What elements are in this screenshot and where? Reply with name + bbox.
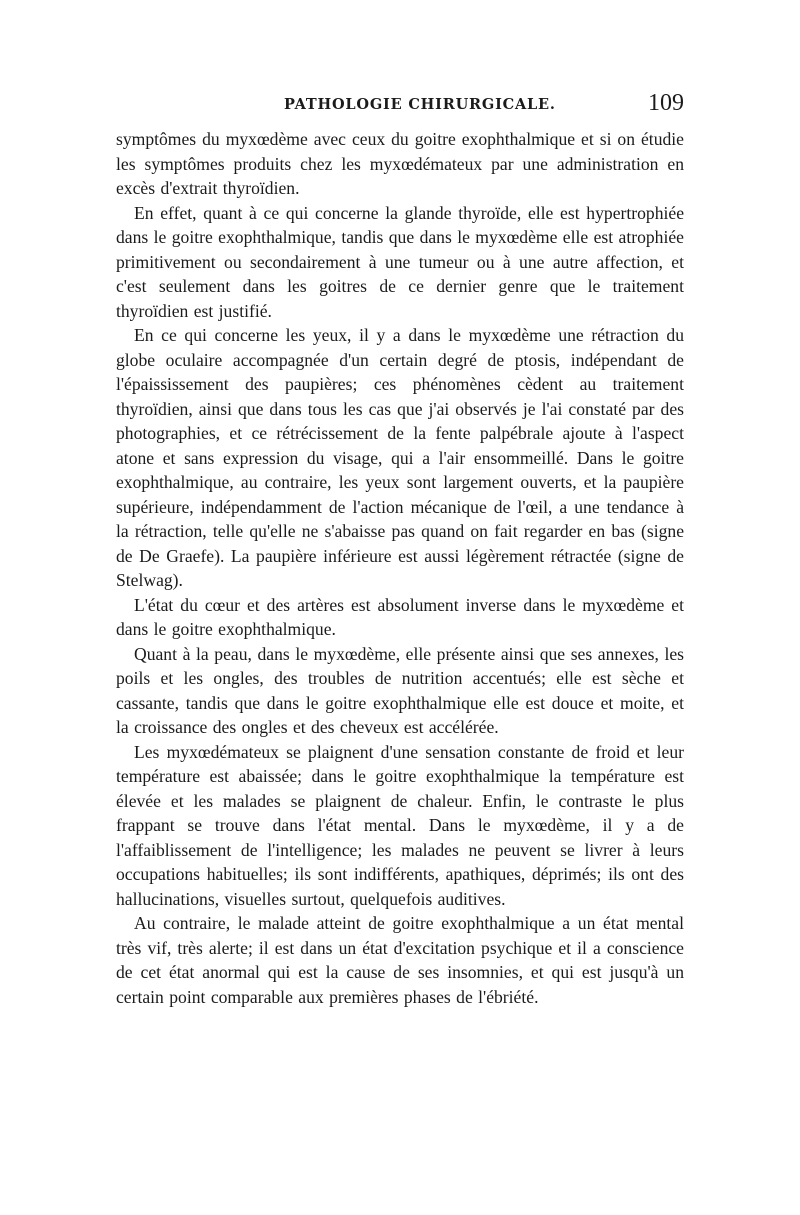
paragraph: En ce qui concerne les yeux, il y a dans le myxœdème une rétraction du globe oculaire accompagnée d'un certain degré de ptosis, indépendant de l'épaississement des paupières; ces phénomènes cèdent au traitement thyroïdien, ainsi que dans tous les cas que j'ai observés je l'ai constaté par des photographies, et ce rétrécissement de la fente palpébrale ajoute à l'aspect atone et sans expression du visage, qui a l'air ensommeillé. Dans le goitre exophthalmique, au contraire, les yeux sont largement ouverts, et la paupière supérieure, indépendamment de l'action mécanique de l'œil, a une tendance à la rétraction, telle qu'elle ne s'abaisse pas quand on fait regarder en bas (signe de De Graefe). La paupière inférieure est aussi légèrement rétractée (signe de Stelwag). [116,325,684,590]
body-text [116,127,684,1009]
page-number: 109 [648,90,684,116]
paragraph: Les myxœdémateux se plaignent d'une sensation constante de froid et leur température est abaissée; dans le goitre exophthalmique la température est élevée et les malades se plaignent de chaleur. Enfin, le contraste le plus frappant se trouve dans l'état mental. Dans le myxœdème, il y a de l'affaiblissement de l'intelligence; les malades ne peuvent se livrer à leurs occupations habituelles; ils sont indifférents, apathiques, déprimés; ils ont des hallucinations, visuelles surtout, quelquefois auditives. [116,741,684,909]
paragraph: L'état du cœur et des artères est absolument inverse dans le myxœdème et dans le goitre exophthalmique. [116,594,684,639]
paragraph: Au contraire, le malade atteint de goitre exophthalmique a un état mental très vif, très alerte; il est dans un état d'excitation psychique et il a conscience de cet état anormal qui est la cause de ses insomnies, et qui est jusqu'à un certain point comparable aux premières phases de l'ébriété. [116,913,684,1007]
page-header [116,92,684,122]
paragraph: Quant à la peau, dans le myxœdème, elle présente ainsi que ses annexes, les poils et les ongles, des troubles de nutrition accentués; elle est sèche et cassante, tandis que dans le goitre exophthalmique elle est douce et moite, et la croissance des ongles et des cheveux est accélérée. [116,643,684,737]
running-title: PATHOLOGIE CHIRURGICALE. [284,96,556,113]
paragraph: En effet, quant à ce qui concerne la glande thyroïde, elle est hypertrophiée dans le goitre exophthalmique, tandis que dans le myxœdème elle est atrophiée primitivement ou secondairement à une tumeur ou à une autre affection, et c'est seulement dans les goitres de ce dernier genre que le traitement thyroïdien est justifié. [116,202,684,321]
paragraph: symptômes du myxœdème avec ceux du goitre exophthalmique et si on étudie les symptômes produits chez les myxœdémateux par une administration en excès d'extrait thyroïdien. [116,129,684,198]
